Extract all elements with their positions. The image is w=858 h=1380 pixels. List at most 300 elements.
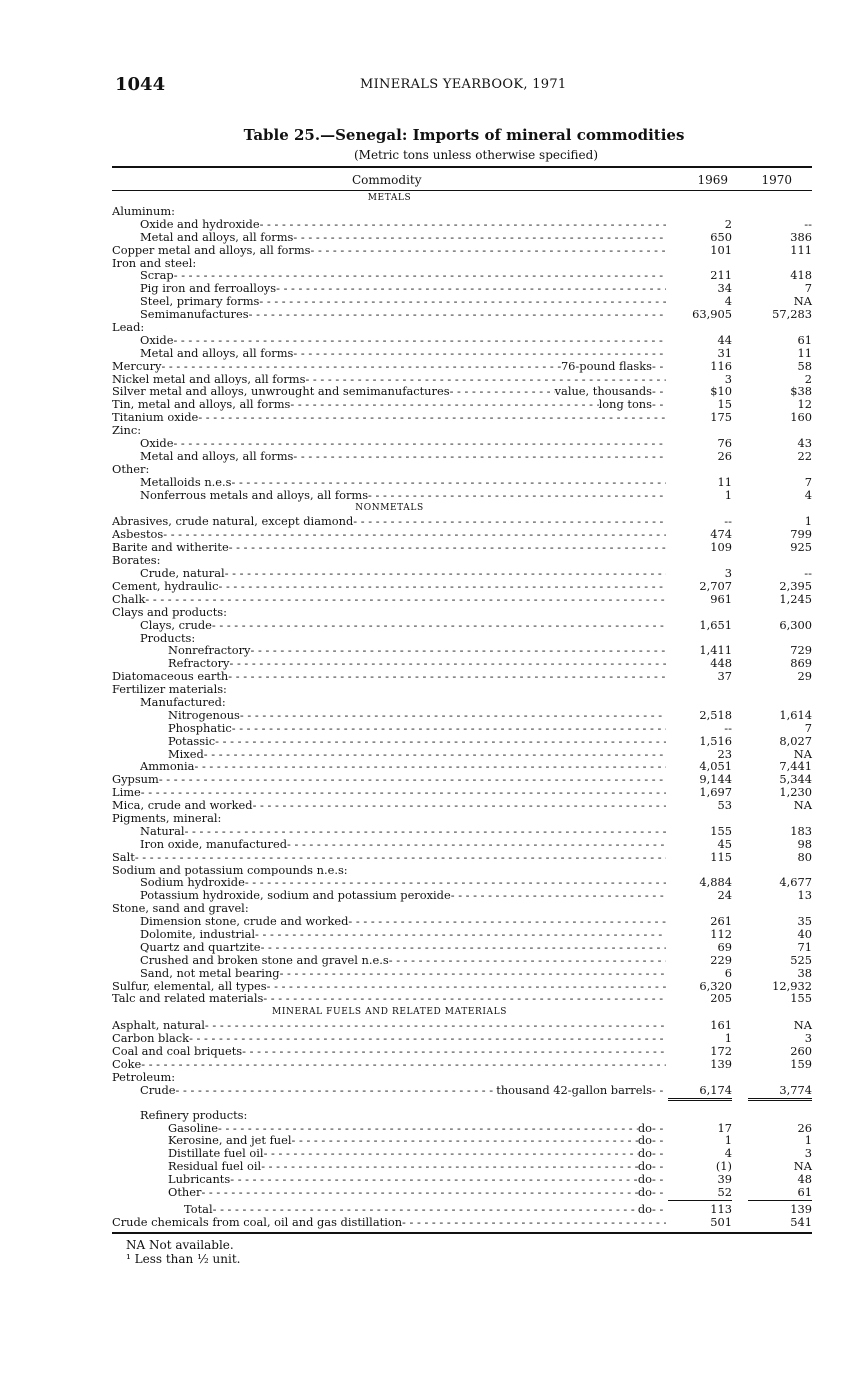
row-label-cell [112, 580, 666, 593]
table-bottom-rule [112, 1232, 812, 1234]
commodity-name: Quartz and quartzite [140, 940, 261, 954]
value-1970: 1,614 [779, 707, 812, 722]
leader-dots [293, 231, 666, 244]
table-row [112, 411, 812, 424]
leader-dots [212, 619, 666, 632]
leader-dots [260, 218, 666, 231]
row-label-cell [140, 282, 666, 295]
leader-dots [293, 450, 666, 463]
value-1970: 1 [804, 1133, 812, 1148]
value-1969: 112 [710, 926, 732, 941]
value-1969: 53 [717, 798, 732, 813]
value-1969: $10 [710, 384, 732, 399]
leader-dots [261, 1160, 638, 1173]
value-1970: 2,395 [779, 578, 812, 593]
page-number: 1044 [115, 74, 166, 95]
value-1969: 1 [724, 1133, 732, 1148]
value-1969: 15 [717, 397, 732, 412]
value-1969: 2 [724, 216, 732, 231]
table-row [112, 992, 812, 1005]
commodity-name: Zinc: [112, 424, 142, 438]
row-label-cell [168, 1160, 666, 1173]
leader-dots [201, 1186, 637, 1199]
value-1969: 24 [717, 888, 732, 903]
commodity-name: Pigments, mineral: [112, 811, 222, 825]
value-1970: 61 [797, 332, 812, 347]
value-1970: 38 [797, 965, 812, 980]
value-1969: 229 [710, 952, 732, 967]
commodity-name: Mica, crude and worked [112, 799, 253, 812]
value-1970: 1 [804, 514, 812, 529]
value-1970: -- [804, 566, 812, 581]
row-label-cell [112, 1071, 666, 1084]
value-1969: 501 [710, 1214, 732, 1229]
value-1970: 3 [804, 1146, 812, 1161]
commodity-name: Crude, natural [140, 567, 225, 580]
row-label-cell [112, 864, 666, 877]
value-1969: 116 [710, 358, 732, 373]
value-1969: 26 [717, 448, 732, 463]
commodity-name: Manufactured: [140, 695, 226, 709]
row-label-cell [112, 385, 666, 398]
row-label-cell [140, 889, 666, 902]
value-1970: NA [793, 746, 812, 761]
leader-dots [249, 308, 666, 321]
leader-dots [652, 1084, 666, 1097]
value-1970: 6,300 [779, 617, 812, 632]
value-1969: 1,651 [699, 617, 732, 632]
unit-note: value, thousands [554, 385, 652, 399]
value-1970: -- [804, 216, 812, 231]
section-heading: NONMETALS [355, 503, 424, 514]
value-1969: 34 [717, 281, 732, 296]
table-row [112, 954, 812, 967]
row-label-cell [112, 992, 666, 1005]
table-row [112, 722, 812, 735]
leader-dots [145, 593, 666, 606]
table-row [112, 941, 812, 954]
leader-dots [242, 1045, 666, 1058]
row-label-cell [112, 606, 666, 619]
value-1969: 113 [710, 1201, 732, 1216]
table-row [112, 257, 812, 270]
value-1970: 111 [790, 242, 812, 257]
value-1969: 1 [724, 487, 732, 502]
table-row [112, 489, 812, 502]
imports-table [112, 166, 812, 1234]
table-row [112, 567, 812, 580]
table-row [112, 334, 812, 347]
commodity-name: Crushed and broken stone and gravel n.e.s [140, 953, 389, 967]
leader-dots [267, 980, 666, 993]
value-1970: 1,230 [779, 785, 812, 800]
commodity-name: Metal and alloys, all forms [140, 346, 294, 360]
leader-dots [205, 1019, 666, 1032]
table-row [112, 205, 812, 218]
commodity-name: Metalloids n.e.s [140, 475, 232, 489]
value-1969: 6,174 [699, 1082, 732, 1097]
value-1970: 5,344 [779, 772, 812, 787]
commodity-name: Metal and alloys, all forms [140, 449, 294, 463]
table-row [112, 799, 812, 812]
table-row [112, 593, 812, 606]
value-1969: 205 [710, 991, 732, 1006]
value-1970: 386 [790, 229, 812, 244]
value-1969: 211 [710, 268, 732, 283]
value-1970: 48 [797, 1172, 812, 1187]
row-label-cell [140, 696, 666, 709]
value-1970: NA [793, 1018, 812, 1033]
value-1969: 2,707 [699, 578, 732, 593]
row-label-cell [140, 838, 666, 851]
unit-note: do [637, 1147, 652, 1161]
value-1970: 7 [804, 720, 812, 735]
row-label-cell [112, 541, 666, 554]
row-label-cell [112, 411, 666, 424]
unit-note: 76-pound flasks [560, 359, 652, 373]
value-1970: 260 [790, 1044, 812, 1059]
table-row [112, 218, 812, 231]
table-row [112, 528, 812, 541]
leader-dots [292, 1134, 638, 1147]
value-1969: 1,697 [699, 785, 732, 800]
value-1970: 7,441 [779, 759, 812, 774]
leader-dots [276, 282, 666, 295]
value-1970: 12,932 [772, 978, 812, 993]
leader-dots [229, 657, 666, 670]
value-1970: 13 [797, 888, 812, 903]
value-1970: 40 [797, 926, 812, 941]
row-label-cell [112, 593, 666, 606]
value-1969: 3 [724, 371, 732, 386]
value-1969: (1) [715, 1159, 732, 1174]
value-1969: 63,905 [692, 307, 732, 322]
commodity-name: Dimension stone, crude and worked [140, 915, 349, 928]
table-row [112, 437, 812, 450]
leader-dots [174, 269, 666, 282]
row-label-cell [140, 954, 666, 967]
row-label-cell [112, 257, 666, 270]
commodity-name: Petroleum: [112, 1070, 176, 1084]
commodity-name: Clays, crude [140, 618, 212, 632]
leader-dots [652, 385, 666, 398]
value-1970: 71 [797, 939, 812, 954]
row-label-cell [140, 269, 666, 282]
leader-dots [652, 1186, 666, 1199]
row-label-cell [112, 670, 666, 683]
value-1970: 11 [797, 345, 812, 360]
leader-dots [305, 373, 666, 386]
value-1970: 525 [790, 952, 812, 967]
commodity-name: Other: [112, 462, 150, 476]
table-row [112, 851, 812, 864]
leader-dots [389, 954, 666, 967]
commodity-name: Coal and coal briquets [112, 1045, 243, 1059]
leader-dots [213, 1203, 638, 1216]
value-1969: 4 [724, 294, 732, 309]
commodity-name: Silver metal and alloys, unwrought and semimanufactures [112, 385, 450, 399]
leader-dots [652, 1134, 666, 1147]
leader-dots [311, 244, 667, 257]
footnotes [126, 1238, 240, 1266]
row-label-cell [168, 1173, 666, 1186]
commodity-name: Dolomite, industrial [140, 927, 256, 941]
row-label-cell [168, 1134, 666, 1147]
row-gap [112, 1101, 812, 1109]
leader-dots [228, 670, 666, 683]
table-row [112, 902, 812, 915]
leader-dots [215, 735, 666, 748]
commodity-name: Abrasives, crude natural, except diamond [112, 515, 354, 529]
value-1969: 11 [717, 474, 732, 489]
value-1969: 4,051 [699, 759, 732, 774]
value-1969: 45 [717, 836, 732, 851]
leader-dots [290, 398, 598, 411]
leader-dots [189, 1032, 666, 1045]
value-1970: 729 [790, 643, 812, 658]
value-1969: 961 [710, 591, 732, 606]
commodity-name: Crude chemicals from coal, oil and gas distillation [112, 1215, 403, 1229]
row-label-cell [168, 1122, 666, 1135]
commodity-name: Mercury [112, 359, 162, 373]
table-row [112, 1203, 812, 1216]
value-1969: 1 [724, 1031, 732, 1046]
row-label-cell [112, 398, 666, 411]
value-1970: 183 [790, 823, 812, 838]
value-1970: 1,245 [779, 591, 812, 606]
commodity-name: Oxide and hydroxide [140, 217, 260, 231]
row-label-cell [140, 928, 666, 941]
leader-dots [204, 748, 666, 761]
row-label-cell [140, 1109, 666, 1122]
commodity-name: Borates: [112, 554, 161, 568]
commodity-name: Semimanufactures [140, 308, 249, 322]
value-1969: 115 [710, 849, 732, 864]
commodity-name: Natural [140, 824, 185, 838]
table-row [112, 812, 812, 825]
footnote-1: ¹ Less than ½ unit. [126, 1252, 241, 1266]
unit-note: do [637, 1173, 652, 1187]
table-row [112, 644, 812, 657]
column-header-1969: 1969 [697, 173, 728, 187]
row-label-cell [112, 902, 666, 915]
table-row [112, 476, 812, 489]
commodity-name: Nitrogenous [168, 708, 240, 722]
commodity-name: Diatomaceous earth [112, 670, 229, 684]
row-label-cell [140, 489, 666, 502]
table-row [112, 515, 812, 528]
value-1970: 12 [797, 397, 812, 412]
commodity-name: Oxide [140, 437, 174, 450]
row-label-cell [112, 812, 666, 825]
table-row [112, 696, 812, 709]
table-row [112, 980, 812, 993]
value-1970: 3 [804, 1031, 812, 1046]
table-row [112, 876, 812, 889]
value-1969: 161 [710, 1018, 732, 1033]
row-label-cell [112, 799, 666, 812]
value-1969: 52 [717, 1185, 732, 1200]
commodity-name: Sand, not metal bearing [140, 966, 280, 980]
table-row [112, 619, 812, 632]
value-1970: 4 [804, 487, 812, 502]
value-1969: 1,516 [699, 733, 732, 748]
value-1969: 39 [717, 1172, 732, 1187]
commodity-name: Ammonia [140, 760, 195, 774]
value-1970: 541 [790, 1214, 812, 1229]
value-1970: 43 [797, 436, 812, 451]
leader-dots [255, 928, 666, 941]
leader-dots [176, 1084, 497, 1097]
commodity-name: Residual fuel oil [168, 1160, 262, 1174]
leader-dots [218, 580, 666, 593]
table-row [112, 244, 812, 257]
table-row [112, 657, 812, 670]
value-1970: 26 [797, 1120, 812, 1135]
table-row [112, 1045, 812, 1058]
commodity-name: Stone, sand and gravel: [112, 902, 249, 916]
value-1970: 4,677 [779, 875, 812, 890]
row-label-cell [168, 644, 666, 657]
value-1969: 6 [724, 965, 732, 980]
value-1970: 925 [790, 540, 812, 555]
value-1969: 175 [710, 410, 732, 425]
unit-note: do [637, 1121, 652, 1135]
table-row [112, 1109, 812, 1122]
value-1969: 261 [710, 914, 732, 929]
table-row [112, 735, 812, 748]
value-1970: 155 [790, 991, 812, 1006]
value-1969: -- [724, 514, 732, 529]
row-label-cell [168, 722, 666, 735]
leader-dots [229, 541, 666, 554]
value-1970: 159 [790, 1057, 812, 1071]
leader-dots [451, 889, 666, 902]
leader-dots [240, 709, 666, 722]
table-row [112, 385, 812, 398]
leader-dots [264, 1147, 638, 1160]
commodity-name: Lime [112, 786, 141, 800]
value-1970: 2 [804, 371, 812, 386]
commodity-name: Gasoline [168, 1121, 218, 1135]
leader-dots [287, 838, 666, 851]
commodity-name: Lead: [112, 321, 145, 334]
commodity-name: Mixed [168, 747, 204, 761]
value-1969: 31 [717, 345, 732, 360]
table-row [112, 1147, 812, 1160]
commodity-name: Nickel metal and alloys, all forms [112, 372, 306, 386]
table-row [112, 1071, 812, 1084]
value-1969: 139 [710, 1057, 732, 1071]
column-header-1970: 1970 [761, 173, 792, 187]
commodity-name: Iron oxide, manufactured [140, 837, 287, 851]
commodity-name: Nonrefractory [168, 644, 251, 658]
value-1969: 3 [724, 566, 732, 581]
commodity-name: Potassic [168, 734, 216, 748]
leader-dots [159, 773, 666, 786]
leader-dots [194, 760, 666, 773]
row-label-cell [112, 424, 666, 437]
column-header-commodity: Commodity [352, 173, 422, 187]
value-1969: 69 [717, 939, 732, 954]
value-1969: -- [724, 720, 732, 735]
table-row [112, 373, 812, 386]
leader-dots [261, 941, 666, 954]
leader-dots [368, 489, 666, 502]
row-label-cell [112, 773, 666, 786]
leader-dots [353, 515, 666, 528]
value-1970: NA [793, 798, 812, 813]
row-label-cell [112, 554, 666, 567]
commodity-name: Asbestos [112, 528, 164, 542]
value-1969: 9,144 [699, 772, 732, 787]
row-label-cell [140, 825, 666, 838]
table-row [112, 1160, 812, 1173]
commodity-name: Metal and alloys, all forms [140, 230, 294, 244]
commodity-name: Nonferrous metals and alloys, all forms [140, 488, 369, 502]
row-label-cell [168, 735, 666, 748]
value-1970: 869 [790, 656, 812, 671]
row-label-cell [112, 360, 666, 373]
commodity-name: Asphalt, natural [112, 1019, 205, 1033]
row-label-cell [140, 915, 666, 928]
commodity-name: Aluminum: [112, 205, 175, 218]
value-1969: 4 [724, 1146, 732, 1161]
unit-note: long tons [598, 398, 652, 412]
value-1970: 160 [790, 410, 812, 425]
table-row [112, 321, 812, 334]
commodity-name: Steel, primary forms [140, 295, 260, 309]
commodity-name: Barite and witherite [112, 541, 229, 555]
row-label-cell [140, 437, 666, 450]
table-title: Table 25.—Senegal: Imports of mineral commodities [243, 126, 685, 144]
value-1969: 76 [717, 436, 732, 451]
value-1969: 155 [710, 823, 732, 838]
table-row [112, 424, 812, 437]
commodity-name: Copper metal and alloys, all forms [112, 243, 311, 257]
commodity-name: Sulfur, elemental, all types [112, 979, 267, 993]
table-row [112, 269, 812, 282]
row-label-cell [112, 1216, 666, 1229]
row-label-cell [168, 1186, 666, 1199]
table-row [112, 606, 812, 619]
value-1970: $38 [790, 384, 812, 399]
table-row [112, 1032, 812, 1045]
table-row [112, 825, 812, 838]
table-body [112, 191, 812, 1229]
unit-note: do [637, 1202, 652, 1216]
commodity-name: Clays and products: [112, 605, 227, 619]
row-label-cell [112, 244, 666, 257]
value-1970: 35 [797, 914, 812, 929]
table-row [112, 282, 812, 295]
row-label-cell [140, 231, 666, 244]
row-label-cell [140, 308, 666, 321]
row-label-cell [112, 1058, 666, 1071]
row-label-cell [112, 851, 666, 864]
table-row [112, 1058, 812, 1071]
value-1970: NA [793, 294, 812, 309]
leader-dots [185, 825, 666, 838]
value-1969: 37 [717, 669, 732, 684]
table-row [112, 670, 812, 683]
row-label-cell [112, 1045, 666, 1058]
commodity-name: Pig iron and ferroalloys [140, 282, 277, 296]
unit-note: do [637, 1160, 652, 1174]
commodity-name: Other [168, 1186, 202, 1199]
value-1969: 4,884 [699, 875, 732, 890]
row-label-cell [112, 980, 666, 993]
